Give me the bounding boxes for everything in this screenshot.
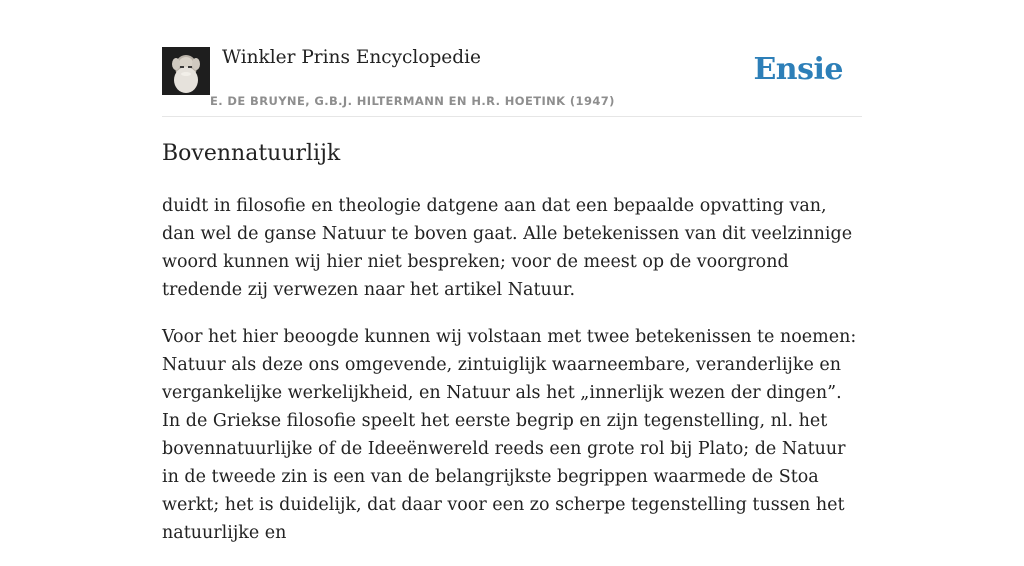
article-paragraph: Voor het hier beoogde kunnen wij volstaan met twee betekenissen te noemen: Natuur als deze ons omgevende, zintuiglijk waarneembare, veranderlijke en vergankelijke werkelijkheid, en Natuur als het „innerlijk wezen der dingen”. In de Griekse filosofie speelt het eerste begrip en zijn tegenstelling, nl. het bovennatuurlijke of de Ideeënwereld reeds een grote rol bij Plato; de Natuur in de tweede zin is een van de belangrijkste begrippen waarmede de Stoa werkt; het is duidelijk, dat daar voor een zo scherpe tegenstelling tussen het natuurlijke en bbox=[162, 327, 857, 543]
brand-logo[interactable]: Ensie bbox=[753, 52, 843, 87]
source-header bbox=[162, 0, 862, 117]
article-body bbox=[162, 192, 862, 566]
avatar[interactable] bbox=[162, 47, 210, 95]
source-authors: E. DE BRUYNE, G.B.J. HILTERMANN EN H.R. HOETINK (1947) bbox=[210, 94, 615, 108]
article-title: Bovennatuurlijk bbox=[162, 141, 341, 166]
bearded-man-portrait-icon bbox=[162, 47, 210, 95]
article-paragraph: duidt in filosofie en theologie datgene aan dat een bepaalde opvatting van, dan wel de ganse Natuur te boven gaat. Alle betekenissen van dit veelzinnige woord kunnen wij hier niet bespreken; voor de meest op de voorgrond tredende zij verwezen naar het artikel Natuur. bbox=[162, 196, 853, 300]
source-title[interactable]: Winkler Prins Encyclopedie bbox=[222, 47, 481, 68]
